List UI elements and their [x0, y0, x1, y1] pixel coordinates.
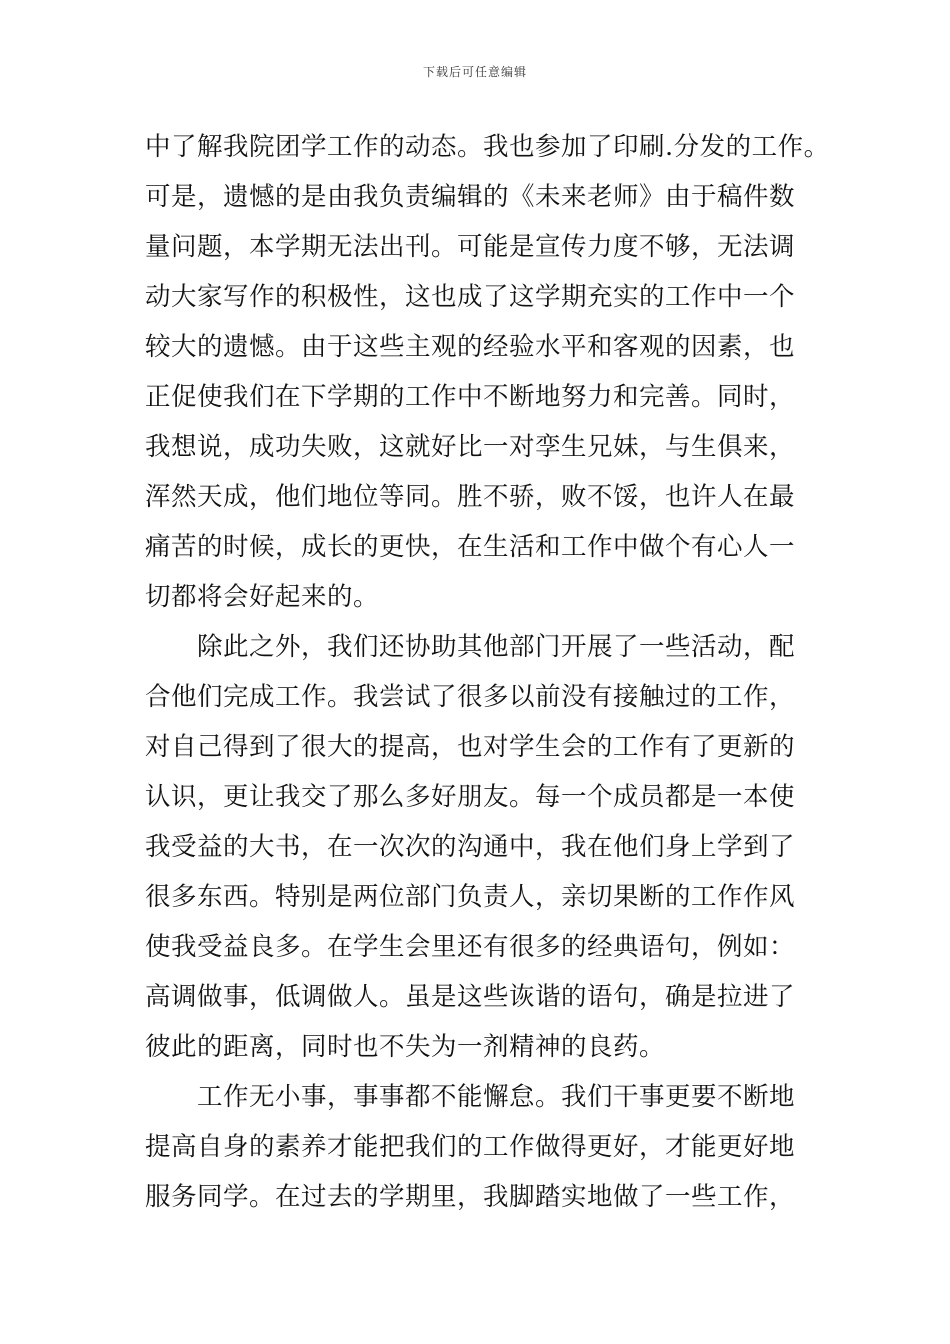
- text-line: 认识，更让我交了那么多好朋友。每一个成员都是一本使: [145, 782, 796, 812]
- text-line: 我受益的大书，在一次次的沟通中，我在他们身上学到了: [145, 832, 796, 862]
- text-line: 彼此的距离，同时也不失为一剂精神的良药。: [145, 1032, 666, 1062]
- text-line: 可是，遗憾的是由我负责编辑的《未来老师》由于稿件数: [145, 182, 796, 212]
- text-line: 提高自身的素养才能把我们的工作做得更好，才能更好地: [145, 1132, 796, 1162]
- text-line: 对自己得到了很大的提高，也对学生会的工作有了更新的: [145, 732, 796, 762]
- text-line: 动大家写作的积极性，这也成了这学期充实的工作中一个: [145, 282, 796, 312]
- text-line: 量问题，本学期无法出刊。可能是宣传力度不够，无法调: [145, 232, 796, 262]
- text-line: 服务同学。在过去的学期里，我脚踏实地做了一些工作，: [145, 1182, 796, 1212]
- text-line: 我想说，成功失败，这就好比一对孪生兄妹，与生俱来，: [145, 432, 796, 462]
- document-body: [145, 122, 830, 1222]
- paragraph-first-line: 工作无小事，事事都不能懈怠。我们干事更要不断地: [197, 1082, 796, 1112]
- text-line: 使我受益良多。在学生会里还有很多的经典语句，例如：: [145, 932, 796, 962]
- text-line: 较大的遗憾。由于这些主观的经验水平和客观的因素，也: [145, 332, 796, 362]
- text-line: 很多东西。特别是两位部门负责人，亲切果断的工作作风: [145, 882, 796, 912]
- text-line: 正促使我们在下学期的工作中不断地努力和完善。同时，: [145, 382, 796, 412]
- text-line: 痛苦的时候，成长的更快，在生活和工作中做个有心人一: [145, 532, 796, 562]
- page-header: 下载后可任意编辑: [422, 65, 527, 79]
- text-line: 中了解我院团学工作的动态。我也参加了印刷.分发的工作。: [145, 132, 830, 162]
- text-line: 合他们完成工作。我尝试了很多以前没有接触过的工作，: [145, 682, 796, 712]
- text-line: 浑然天成，他们地位等同。胜不骄，败不馁，也许人在最: [145, 482, 796, 512]
- paragraph-first-line: 除此之外，我们还协助其他部门开展了一些活动，配: [197, 632, 796, 662]
- text-line: 切都将会好起来的。: [145, 582, 380, 612]
- text-line: 高调做事，低调做人。虽是这些诙谐的语句，确是拉进了: [145, 982, 796, 1012]
